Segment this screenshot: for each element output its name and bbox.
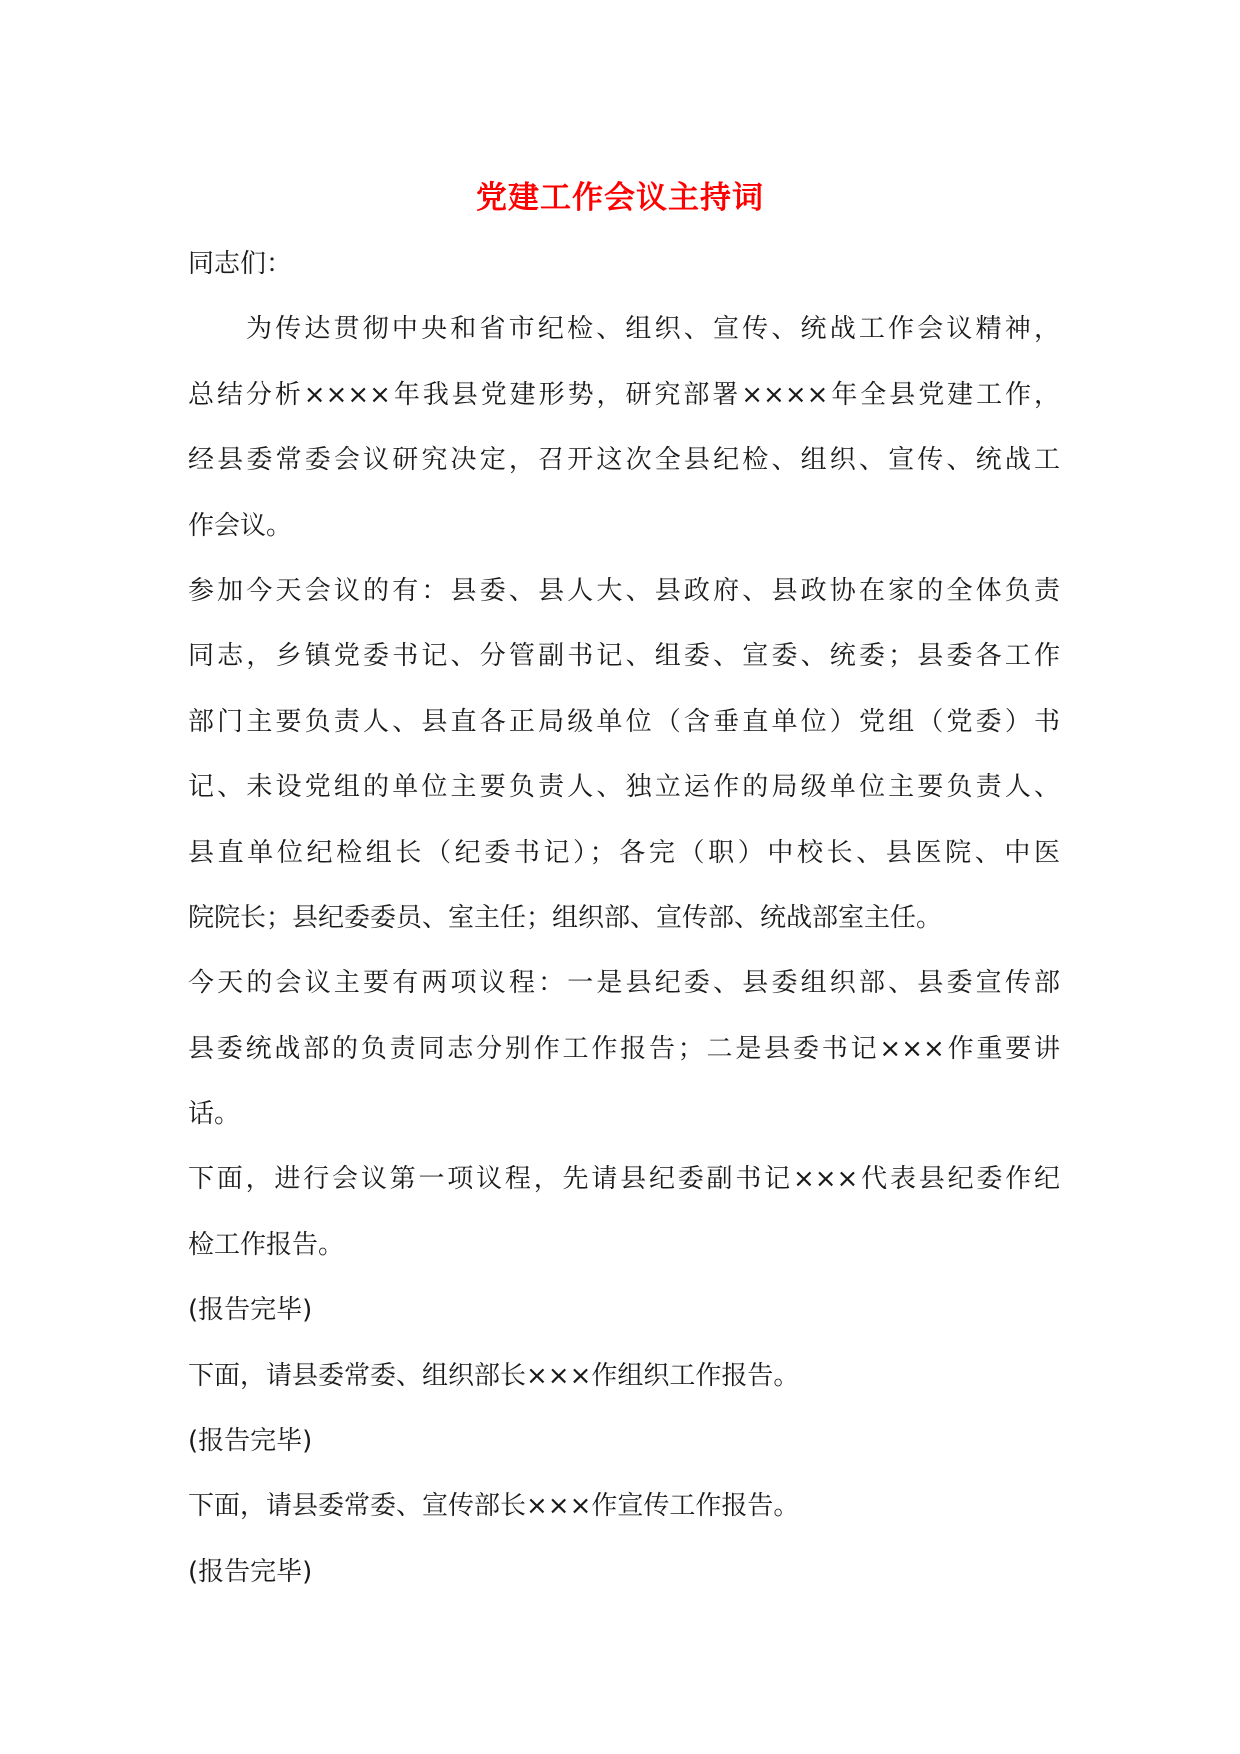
text-line: 县直单位纪检组长（纪委书记）；各完（职）中校长、县医院、中医 bbox=[188, 837, 1060, 868]
text-line: 部门主要负责人、县直各正局级单位（含垂直单位）党组（党委）书 bbox=[188, 706, 1060, 737]
text-line: 总结分析××××年我县党建形势，研究部署××××年全县党建工作， bbox=[188, 379, 1060, 410]
text-line: 下面，进行会议第一项议程，先请县纪委副书记×××代表县纪委作纪 bbox=[188, 1164, 1060, 1195]
paragraph bbox=[188, 962, 1060, 1158]
text-line: (报告完毕) bbox=[188, 1426, 313, 1457]
paragraph bbox=[188, 243, 1060, 308]
text-line: 今天的会议主要有两项议程：一是县纪委、县委组织部、县委宣传部 bbox=[188, 968, 1060, 999]
document-title: 党建工作会议主持词 bbox=[476, 180, 764, 216]
text-line: (报告完毕) bbox=[188, 1556, 313, 1587]
text-line: 下面，请县委常委、宣传部长×××作宣传工作报告。 bbox=[188, 1491, 800, 1522]
text-line: (报告完毕) bbox=[188, 1295, 313, 1326]
paragraph bbox=[188, 308, 1060, 570]
text-line: 记、未设党组的单位主要负责人、独立运作的局级单位主要负责人、 bbox=[188, 772, 1060, 803]
text-line: 下面，请县委常委、组织部长×××作组织工作报告。 bbox=[188, 1360, 800, 1391]
paragraph bbox=[188, 1485, 1060, 1550]
text-line: 话。 bbox=[188, 1099, 241, 1130]
text-line: 县委统战部的负责同志分别作工作报告；二是县委书记×××作重要讲 bbox=[188, 1033, 1060, 1064]
paragraph bbox=[188, 1158, 1060, 1289]
text-line: 同志，乡镇党委书记、分管副书记、组委、宣委、统委；县委各工作 bbox=[188, 641, 1060, 672]
text-line: 参加今天会议的有：县委、县人大、县政府、县政协在家的全体负责 bbox=[188, 575, 1060, 606]
text-line: 院院长；县纪委委员、室主任；组织部、宣传部、统战部室主任。 bbox=[188, 902, 943, 933]
document-body bbox=[188, 243, 1060, 1616]
paragraph bbox=[188, 1551, 1060, 1616]
paragraph bbox=[188, 1289, 1060, 1354]
paragraph bbox=[188, 1355, 1060, 1420]
text-line: 为传达贯彻中央和省市纪检、组织、宣传、统战工作会议精神， bbox=[246, 314, 1060, 345]
paragraph bbox=[188, 1420, 1060, 1485]
paragraph bbox=[188, 570, 1060, 962]
text-line: 经县委常委会议研究决定，召开这次全县纪检、组织、宣传、统战工 bbox=[188, 445, 1060, 476]
text-line: 检工作报告。 bbox=[188, 1229, 345, 1260]
text-line: 同志们： bbox=[188, 249, 293, 279]
text-line: 作会议。 bbox=[188, 510, 293, 541]
